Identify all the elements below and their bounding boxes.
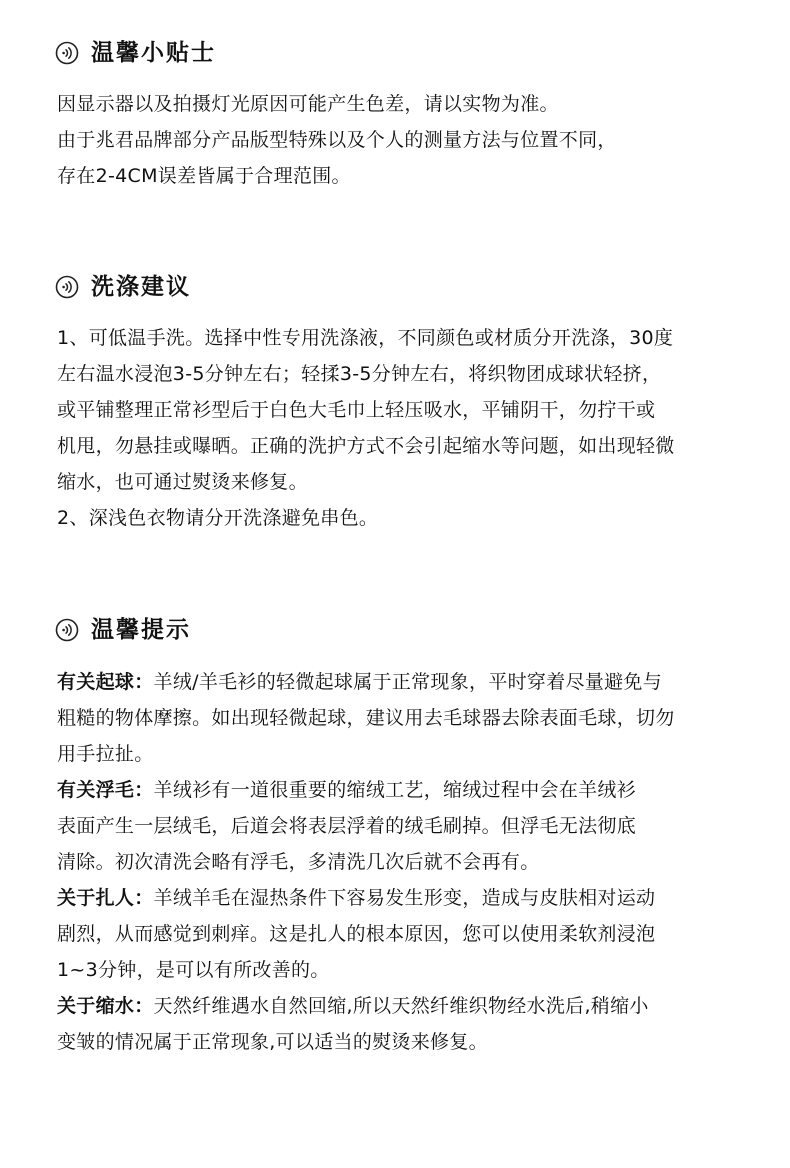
note-itchiness (57, 880, 747, 988)
note-line: 清除。初次清洗会略有浮毛，多清洗几次后就不会再有。 (57, 851, 540, 873)
tips-line: 因显示器以及拍摄灯光原因可能产生色差，请以实物为准。 (57, 93, 559, 115)
wash-header (55, 272, 191, 302)
note-line: 表面产生一层绒毛，后道会将表层浮着的绒毛刷掉。但浮毛无法彻底 (57, 815, 637, 837)
note-line: 粗糙的物体摩擦。如出现轻微起球，建议用去毛球器去除表面毛球，切勿 (57, 707, 675, 729)
wash-title: 洗涤建议 (91, 274, 191, 300)
note-line: 1~3分钟，是可以有所改善的。 (57, 959, 330, 981)
note-text: 羊绒/羊毛衫的轻微起球属于正常现象，平时穿着尽量避免与 (153, 671, 663, 693)
wash-line: 或平铺整理正常衫型后于白色大毛巾上轻压吸水，平铺阴干，勿拧干或 (57, 399, 656, 421)
tips-line: 存在2-4CM误差皆属于合理范围。 (57, 165, 351, 187)
note-floating-fuzz (57, 772, 747, 880)
note-text: 羊绒衫有一道很重要的缩绒工艺，缩绒过程中会在羊绒衫 (153, 779, 637, 801)
note-line: 变皱的情况属于正常现象,可以适当的熨烫来修复。 (57, 1031, 488, 1053)
tips-header (55, 38, 216, 68)
note-line (57, 664, 747, 700)
note-line: 剧烈，从而感觉到刺痒。这是扎人的根本原因，您可以使用柔软剂浸泡 (57, 923, 656, 945)
notes-header (55, 615, 191, 645)
note-term: 关于扎人： (57, 887, 154, 909)
note-text: 天然纤维遇水自然回缩,所以天然纤维织物经水洗后,稍缩小 (153, 995, 649, 1017)
notes-title: 温馨提示 (91, 617, 191, 643)
wash-line: 左右温水浸泡3-5分钟左右；轻揉3-5分钟左右，将织物团成球状轻挤， (57, 363, 662, 385)
note-pilling (57, 664, 747, 772)
wash-line: 缩水，也可通过熨烫来修复。 (57, 471, 308, 493)
wash-line: 2、深浅色衣物请分开洗涤避免串色。 (57, 507, 379, 529)
note-line: 用手拉扯。 (57, 743, 154, 765)
wash-body (57, 320, 747, 536)
note-term: 有关浮毛： (57, 779, 154, 801)
note-line (57, 880, 747, 916)
circle-signal-icon (55, 275, 79, 299)
wash-line: 机甩，勿悬挂或曝晒。正确的洗护方式不会引起缩水等问题，如出现轻微 (57, 435, 675, 457)
note-term: 有关起球： (57, 671, 154, 693)
note-line (57, 988, 747, 1024)
circle-signal-icon (55, 618, 79, 642)
note-text: 羊绒羊毛在湿热条件下容易发生形变，造成与皮肤相对运动 (153, 887, 656, 909)
tips-title: 温馨小贴士 (91, 40, 216, 66)
circle-signal-icon (55, 41, 79, 65)
tips-line: 由于兆君品牌部分产品版型特殊以及个人的测量方法与位置不同， (57, 129, 617, 151)
note-shrinkage (57, 988, 747, 1060)
tips-body (57, 86, 747, 194)
note-term: 关于缩水： (57, 995, 154, 1017)
wash-line: 1、可低温手洗。选择中性专用洗涤液，不同颜色或材质分开洗涤，30度 (57, 327, 674, 349)
notes-body (57, 664, 747, 1060)
note-line (57, 772, 747, 808)
